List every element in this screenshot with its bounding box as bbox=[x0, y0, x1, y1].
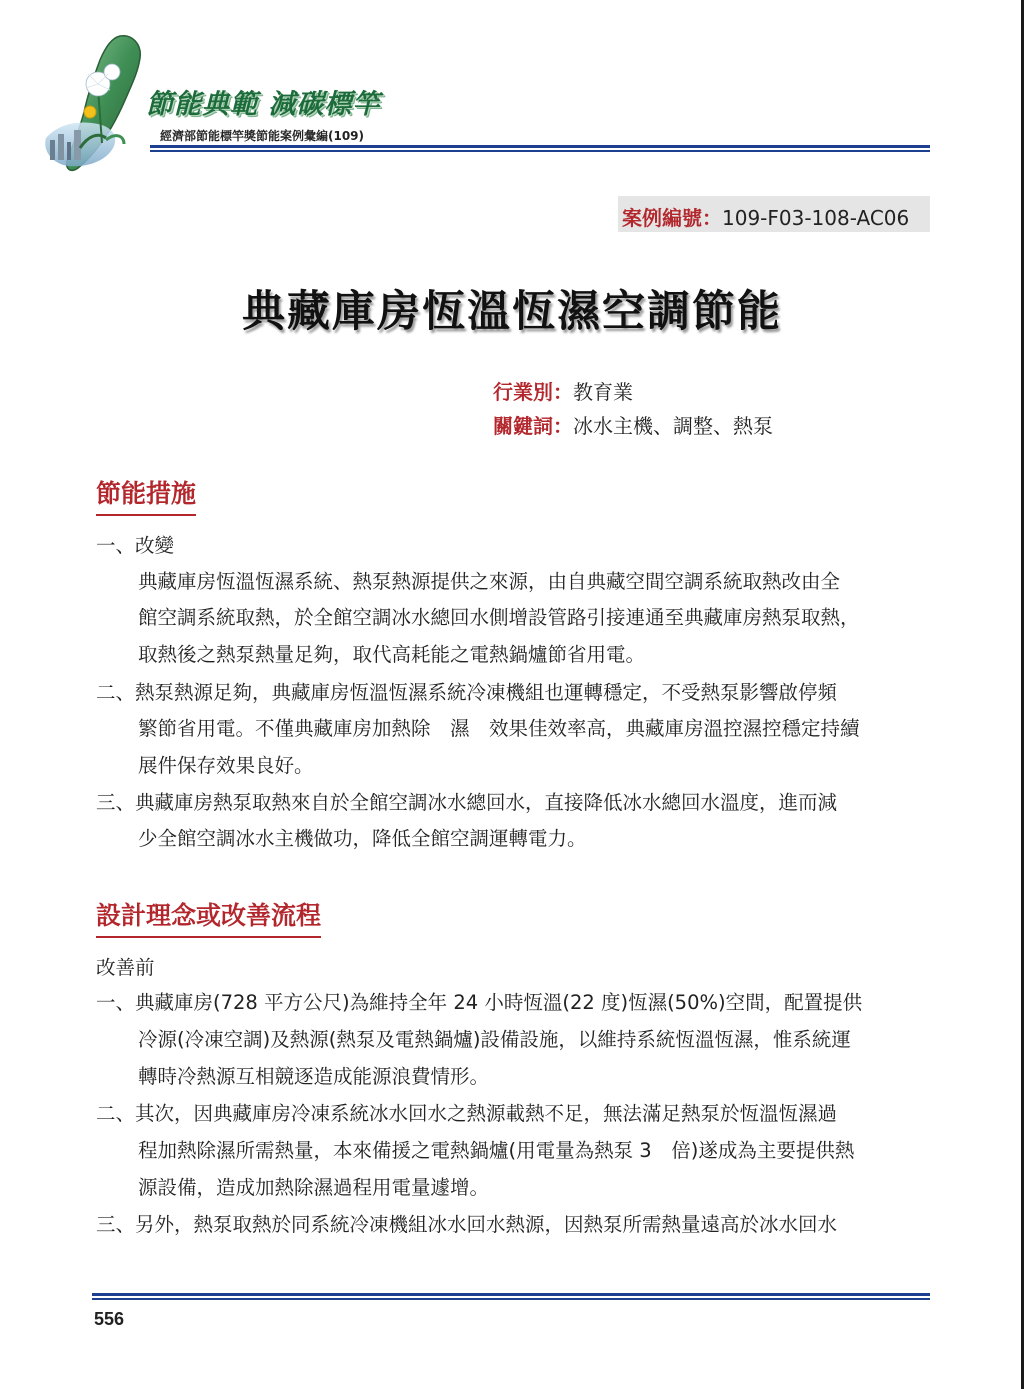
paragraph-line: 館空調系統取熱，於全館空調冰水總回水側增設管路引接連通至典藏庫房熱泵取熱， bbox=[138, 606, 860, 629]
header-rule bbox=[150, 150, 930, 152]
industry-row bbox=[493, 376, 633, 405]
paragraph-line: 改善前 bbox=[96, 956, 155, 979]
paragraph-line: 一、典藏庫房(728 平方公尺)為維持全年 24 小時恆溫(22 度)恆濕(50%)空間，配置提供 bbox=[96, 991, 863, 1014]
paragraph-line: 少全館空調冰水主機做功，降低全館空調運轉電力。 bbox=[138, 827, 587, 850]
paragraph-line: 轉時冷熱源互相競逐造成能源浪費情形。 bbox=[138, 1065, 490, 1088]
section-heading-measures: 節能措施 bbox=[96, 474, 196, 516]
case-number-value: 109-F03-108-AC06 bbox=[722, 206, 910, 230]
brand-title: 節能典範 減碳標竿 bbox=[146, 89, 381, 120]
page-title: 典藏庫房恆溫恆濕空調節能 bbox=[242, 287, 782, 337]
paragraph-line: 取熱後之熱泵熱量足夠，取代高耗能之電熱鍋爐節省用電。 bbox=[138, 643, 646, 666]
industry-label: 行業別： bbox=[493, 380, 573, 404]
paragraph-line: 典藏庫房恆溫恆濕系統、熱泵熱源提供之來源，由自典藏空間空調系統取熱改由全 bbox=[138, 570, 841, 593]
keywords-row bbox=[493, 410, 773, 439]
paragraph-line: 程加熱除濕所需熱量，本來備援之電熱鍋爐(用電量為熱泵 3 倍)遂成為主要提供熱 bbox=[138, 1139, 855, 1162]
paragraph-line: 三、另外，熱泵取熱於同系統冷凍機組冰水回水熱源，因熱泵所需熱量遠高於冰水回水 bbox=[96, 1213, 838, 1236]
paragraph-line: 二、熱泵熱源足夠，典藏庫房恆溫恆濕系統冷凍機組也運轉穩定，不受熱泵影響啟停頻 bbox=[96, 681, 838, 704]
paragraph-line: 二、其次，因典藏庫房冷凍系統冰水回水之熱源載熱不足，無法滿足熱泵於恆溫恆濕過 bbox=[96, 1102, 838, 1125]
paragraph-line: 繁節省用電。不僅典藏庫房加熱除 濕 效果佳效率高，典藏庫房溫控濕控穩定持續 bbox=[138, 717, 860, 740]
footer-rule bbox=[92, 1293, 930, 1296]
paragraph-line: 源設備，造成加熱除濕過程用電量遽增。 bbox=[138, 1176, 490, 1199]
page-number: 556 bbox=[94, 1309, 125, 1329]
industry-value: 教育業 bbox=[573, 380, 633, 404]
paragraph-line: 展件保存效果良好。 bbox=[138, 754, 314, 777]
section-heading-design: 設計理念或改善流程 bbox=[96, 896, 321, 938]
keywords-value: 冰水主機、調整、熱泵 bbox=[573, 414, 773, 438]
brand-subtitle: 經濟部節能標竿獎節能案例彙編(109) bbox=[160, 129, 365, 143]
keywords-label: 關鍵詞： bbox=[493, 414, 573, 438]
case-number-box bbox=[618, 196, 930, 232]
case-number-label: 案例編號： bbox=[622, 206, 722, 230]
paragraph-line: 一、改變 bbox=[96, 534, 175, 557]
paragraph-line: 三、典藏庫房熱泵取熱來自於全館空調冰水總回水，直接降低冰水總回水溫度，進而減 bbox=[96, 791, 838, 814]
footer-rule bbox=[92, 1298, 930, 1300]
header-rule bbox=[150, 145, 930, 148]
paragraph-line: 冷源(冷凍空調)及熱源(熱泵及電熱鍋爐)設備設施，以維持系統恆溫恆濕，惟系統運 bbox=[138, 1028, 851, 1051]
